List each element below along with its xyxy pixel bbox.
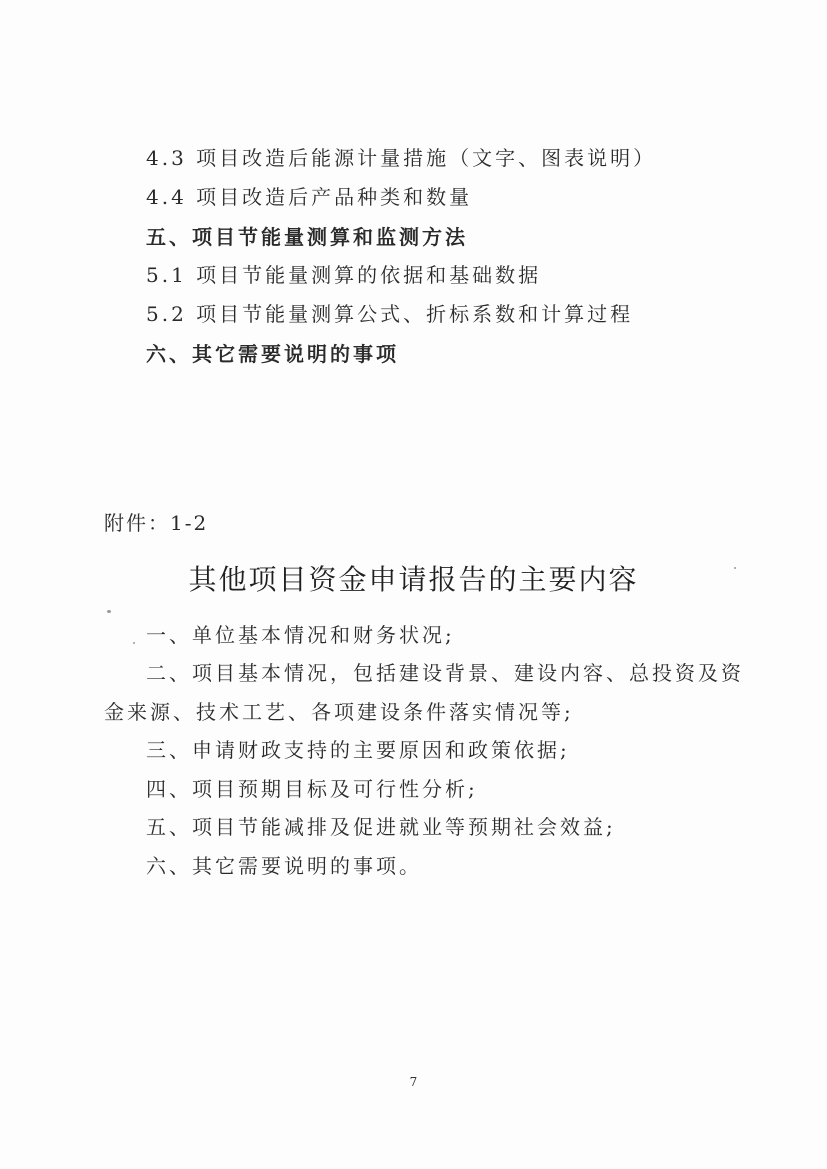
section-5-heading: 五、项目节能量测算和监测方法	[146, 225, 468, 249]
section-5-1: 5.1 项目节能量测算的依据和基础数据	[146, 263, 542, 287]
list-item: 二、项目基本情况，包括建设背景、建设内容、总投资及资	[146, 661, 744, 685]
section-4-3: 4.3 项目改造后能源计量措施（文字、图表说明）	[146, 146, 657, 170]
section-6-heading: 六、其它需要说明的事项	[146, 342, 399, 366]
attachment-label: 附件：1-2	[104, 511, 209, 535]
section-4-4: 4.4 项目改造后产品种类和数量	[146, 185, 473, 209]
list-item: 一、单位基本情况和财务状况;	[146, 623, 455, 647]
list-item: 四、项目预期目标及可行性分析;	[146, 777, 478, 801]
section-5-2: 5.2 项目节能量测算公式、折标系数和计算过程	[146, 302, 634, 326]
list-item: 五、项目节能减排及促进就业等预期社会效益;	[146, 815, 616, 839]
list-item: 六、其它需要说明的事项。	[146, 854, 422, 878]
scan-speck	[734, 567, 736, 569]
list-item: 三、申请财政支持的主要原因和政策依据;	[146, 738, 570, 762]
scan-speck	[133, 642, 135, 644]
scan-speck	[107, 610, 111, 613]
page-number: 7	[409, 1075, 418, 1089]
attachment-title: 其他项目资金申请报告的主要内容	[188, 563, 639, 596]
list-item-continuation: 金来源、技术工艺、各项建设条件落实情况等;	[104, 700, 574, 724]
